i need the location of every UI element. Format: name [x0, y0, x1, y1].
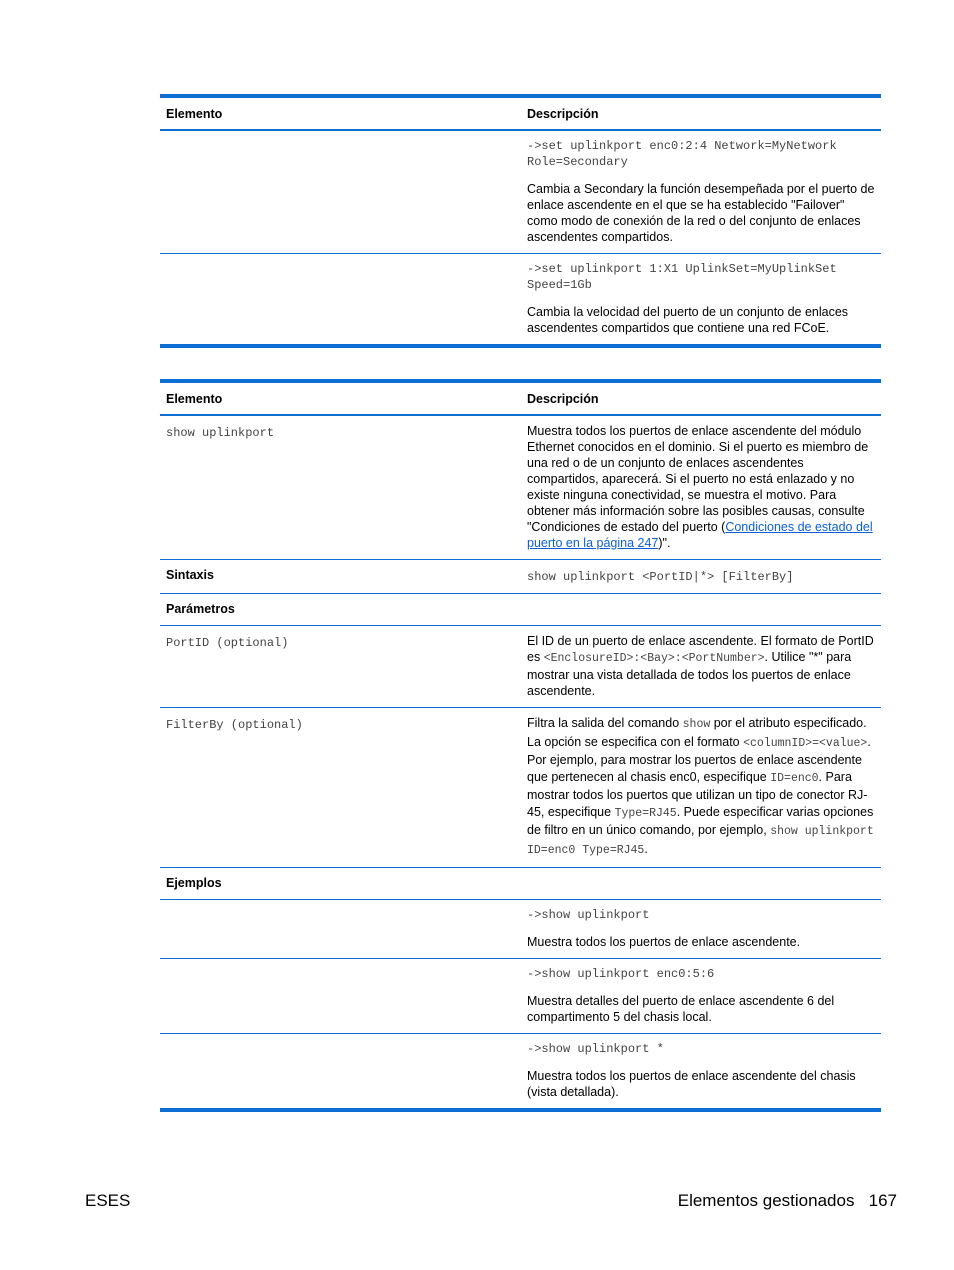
example-description: Muestra detalles del puerto de enlace ascendente 6 del compartimento 5 del chasis local.	[527, 994, 835, 1024]
column-header-descripcion: Descripción	[527, 392, 599, 406]
examples-label: Ejemplos	[166, 876, 222, 890]
table-row-command	[160, 416, 881, 560]
syntax-label: Sintaxis	[166, 568, 214, 582]
description-cell	[521, 131, 881, 253]
table-row-param-portid	[160, 626, 881, 708]
empty-cell	[160, 254, 521, 344]
empty-cell	[160, 131, 521, 253]
table-row-params-heading	[160, 594, 881, 626]
table-header	[160, 98, 881, 131]
params-label: Parámetros	[166, 602, 235, 616]
example-command: ->set uplinkport enc0:2:4 Network=MyNetwork Role=Secondary	[527, 139, 837, 169]
text: por el atributo especificado. La opción se especifica con el formato	[527, 716, 867, 749]
table-row-example	[160, 900, 881, 959]
param-name: PortID (optional)	[166, 636, 289, 650]
example-command: ->show uplinkport	[527, 908, 650, 922]
table-row-examples-heading	[160, 868, 881, 900]
example-command: ->show uplinkport enc0:5:6	[527, 967, 715, 981]
table-row-param-filterby	[160, 708, 881, 868]
code: ID=enc0	[770, 771, 819, 785]
column-header-elemento: Elemento	[166, 392, 223, 406]
table-row-syntax	[160, 560, 881, 594]
table-header	[160, 383, 881, 416]
description-cell	[521, 254, 881, 344]
example-command: ->show uplinkport *	[527, 1042, 664, 1056]
table-set-uplinkport-examples	[160, 94, 881, 348]
text: Filtra la salida del comando	[527, 716, 683, 730]
text: . Puede especificar varias opciones de filtro en un único comando, por ejemplo,	[527, 804, 874, 837]
command-description	[521, 416, 881, 559]
text: El ID de un puerto de enlace ascendente. El formato de PortID es	[527, 634, 874, 664]
example-description: Muestra todos los puertos de enlace ascendente.	[527, 935, 801, 949]
example-command: ->set uplinkport 1:X1 UplinkSet=MyUplinkSet Speed=1Gb	[527, 262, 837, 292]
text: . Utilice "*" para mostrar una vista detallada de todos los puertos de enlace ascendente.	[527, 650, 852, 698]
command-description-text: Muestra todos los puertos de enlace ascendente del módulo Ethernet conocidos en el dominio. Si el puerto es miembro de una red o de un conjunto de enlaces ascendentes compartidos, aparecerá. Si el puerto no está enlazado y no existe ninguna conectividad, se muestra el motivo. Para obtener más información sobre las posibles causas, consulte "Condiciones de estado del puerto (	[527, 424, 869, 534]
table-row-example	[160, 959, 881, 1034]
text: . Por ejemplo, para mostrar los puertos de enlace ascendente que pertenecen al chasis enc0, especifique	[527, 734, 871, 784]
code: <EnclosureID>:<Bay>:<PortNumber>	[543, 652, 765, 665]
example-description: Muestra todos los puertos de enlace ascendente del chasis (vista detallada).	[527, 1069, 856, 1099]
text: .	[644, 841, 648, 856]
syntax-value: show uplinkport <PortID|*> [FilterBy]	[527, 570, 794, 584]
text: . Para mostrar todos los puertos que utilizan un tipo de conector RJ-45, especifique	[527, 769, 868, 819]
port-status-conditions-link[interactable]: Condiciones de estado del puerto en la página 247	[527, 520, 873, 550]
code: show uplinkport ID=enc0 Type=RJ45	[527, 825, 874, 857]
table-show-uplinkport	[160, 379, 881, 1112]
param-name: FilterBy (optional)	[166, 718, 303, 732]
column-header-elemento: Elemento	[166, 107, 223, 121]
param-description	[521, 708, 881, 867]
table-row	[160, 254, 881, 344]
code: show	[682, 718, 711, 731]
example-description: Cambia a Secondary la función desempeñada por el puerto de enlace ascendente en el que se ha establecido "Failover" como modo de conexión de la red o del conjunto de enlaces ascendentes compartidos.	[527, 182, 875, 244]
code: Type=RJ45	[614, 806, 677, 820]
footer-page-info: Elementos gestionados 167	[677, 1191, 897, 1210]
code: <columnID>=<value>	[743, 736, 868, 750]
param-description	[521, 626, 881, 707]
table-row	[160, 131, 881, 254]
example-description: Cambia la velocidad del puerto de un conjunto de enlaces ascendentes compartidos que contiene una red FCoE.	[527, 305, 849, 335]
column-header-descripcion: Descripción	[527, 107, 599, 121]
command-name: show uplinkport	[166, 426, 275, 440]
table-row-example	[160, 1034, 881, 1108]
footer-locale: ESES	[85, 1191, 131, 1210]
command-description-end: )".	[658, 536, 671, 550]
